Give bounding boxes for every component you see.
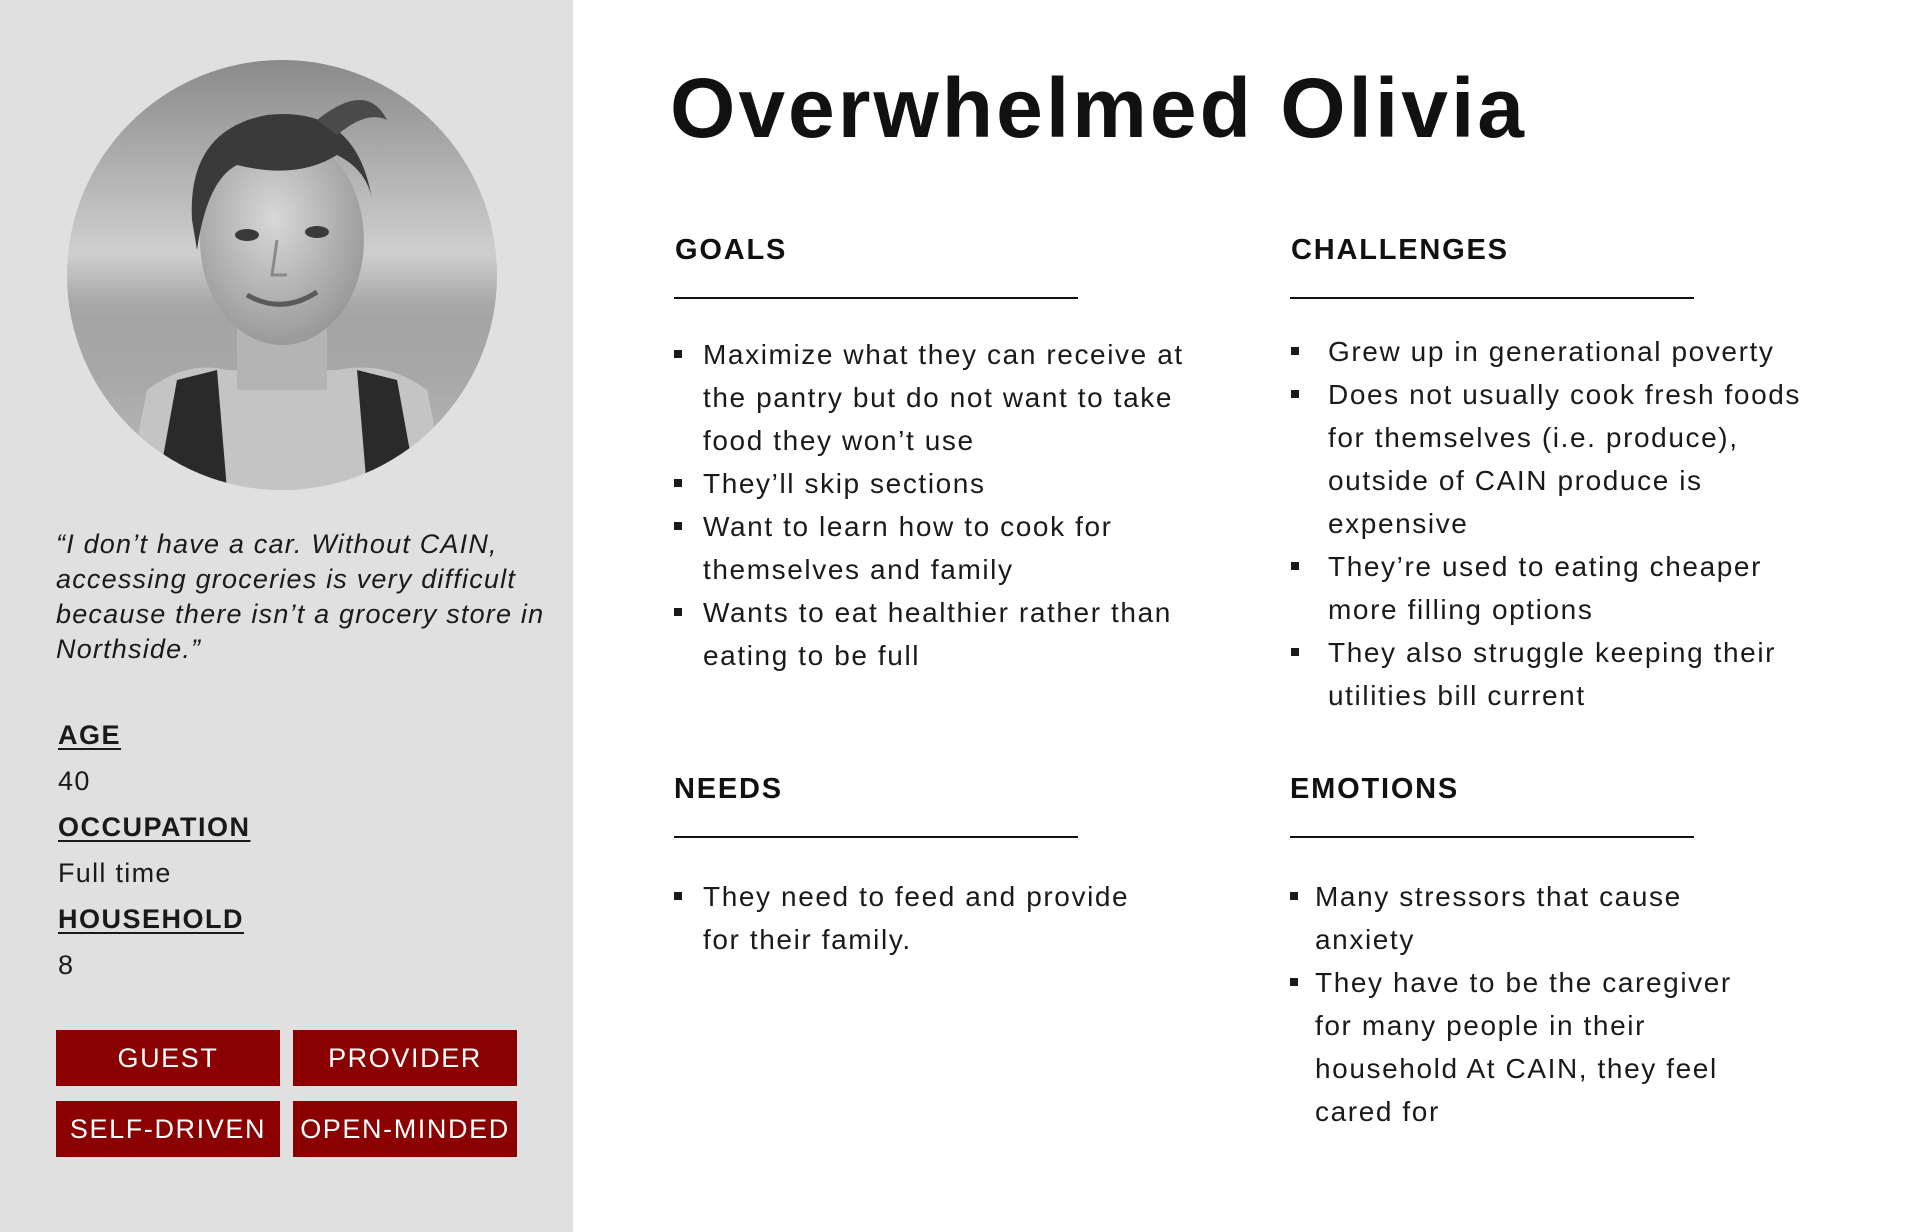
bullet-icon [1290, 978, 1298, 986]
list-item: They’ll skip sections [674, 462, 1194, 505]
list-item: Maximize what they can receive at the pantry but do not want to take food they won’t use [674, 333, 1194, 462]
occupation-value: Full time [58, 858, 172, 888]
bullet-icon [1291, 390, 1299, 398]
tag-open-minded: OPEN-MINDED [293, 1101, 517, 1157]
bullet-icon [674, 479, 682, 487]
occupation-label: OCCUPATION [58, 812, 251, 842]
bullet-icon [674, 522, 682, 530]
bullet-icon [674, 350, 682, 358]
bullet-icon [1291, 347, 1299, 355]
tag-guest: GUEST [56, 1030, 280, 1086]
challenges-list [1291, 330, 1811, 717]
needs-divider [674, 836, 1078, 838]
age-label: AGE [58, 720, 122, 750]
list-item: Want to learn how to cook for themselves and family [674, 505, 1194, 591]
tag-provider: PROVIDER [293, 1030, 517, 1086]
challenges-divider [1290, 297, 1694, 299]
age-value: 40 [58, 766, 91, 796]
bullet-icon [674, 892, 682, 900]
list-item: Does not usually cook fresh foods for themselves (i.e. produce), outside of CAIN produce is expensive [1291, 373, 1811, 545]
bullet-icon [1291, 562, 1299, 570]
list-item: They need to feed and provide for their family. [674, 875, 1144, 961]
goals-list [674, 333, 1194, 677]
needs-heading: NEEDS [674, 773, 783, 805]
list-item: They have to be the caregiver for many people in their household At CAIN, they feel cared for [1290, 961, 1760, 1133]
tag-self-driven: SELF-DRIVEN [56, 1101, 280, 1157]
list-item: They also struggle keeping their utilities bill current [1291, 631, 1811, 717]
household-value: 8 [58, 950, 75, 980]
portrait-illustration [67, 60, 497, 490]
needs-list [674, 875, 1144, 961]
emotions-list [1290, 875, 1760, 1133]
emotions-divider [1290, 836, 1694, 838]
persona-stats [58, 718, 538, 994]
emotions-heading: EMOTIONS [1290, 773, 1460, 805]
persona-sidebar [0, 0, 573, 1232]
list-item: Wants to eat healthier rather than eating to be full [674, 591, 1194, 677]
bullet-icon [1291, 648, 1299, 656]
list-item: Grew up in generational poverty [1291, 330, 1811, 373]
persona-quote: “I don’t have a car. Without CAIN, accessing groceries is very difficult because there isn’t a grocery store in Northside.” [56, 529, 545, 664]
goals-divider [674, 297, 1078, 299]
bullet-icon [1290, 892, 1298, 900]
list-item: Many stressors that cause anxiety [1290, 875, 1760, 961]
bullet-icon [674, 608, 682, 616]
goals-heading: GOALS [675, 234, 788, 266]
list-item: They’re used to eating cheaper more filling options [1291, 545, 1811, 631]
persona-name: Overwhelmed Olivia [670, 61, 1528, 155]
persona-photo [67, 60, 497, 490]
household-label: HOUSEHOLD [58, 904, 245, 934]
challenges-heading: CHALLENGES [1291, 234, 1509, 266]
